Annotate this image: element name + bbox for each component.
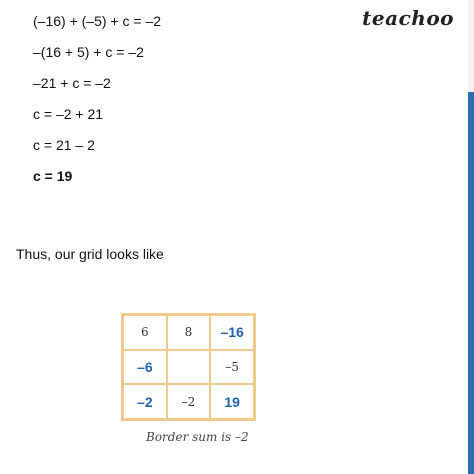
- grid-cell: 8: [167, 315, 211, 350]
- solution-steps: [33, 13, 161, 199]
- step-5: c = 21 – 2: [33, 137, 95, 153]
- teachoo-logo: teachoo: [362, 6, 454, 30]
- step-6-answer: c = 19: [33, 168, 73, 184]
- grid-cell-highlight: –16: [210, 315, 254, 350]
- grid-cell-empty: [167, 350, 211, 385]
- conclusion-text: Thus, our grid looks like: [16, 246, 164, 262]
- step-3: –21 + c = –2: [33, 75, 111, 91]
- grid-cell-highlight: 19: [210, 384, 254, 419]
- accent-bar: [468, 92, 474, 474]
- grid-cell: –2: [167, 384, 211, 419]
- grid-cell: 6: [123, 315, 167, 350]
- step-1: (–16) + (–5) + c = –2: [33, 13, 162, 29]
- grid-cell-highlight: –6: [123, 350, 167, 385]
- grid-caption: Border sum is –2: [146, 430, 249, 444]
- step-2: –(16 + 5) + c = –2: [33, 44, 144, 60]
- step-4: c = –2 + 21: [33, 106, 104, 122]
- grid-cell-highlight: –2: [123, 384, 167, 419]
- scrollbar-track: [468, 0, 474, 92]
- grid-cell: –5: [210, 350, 254, 385]
- magic-grid: [121, 313, 256, 421]
